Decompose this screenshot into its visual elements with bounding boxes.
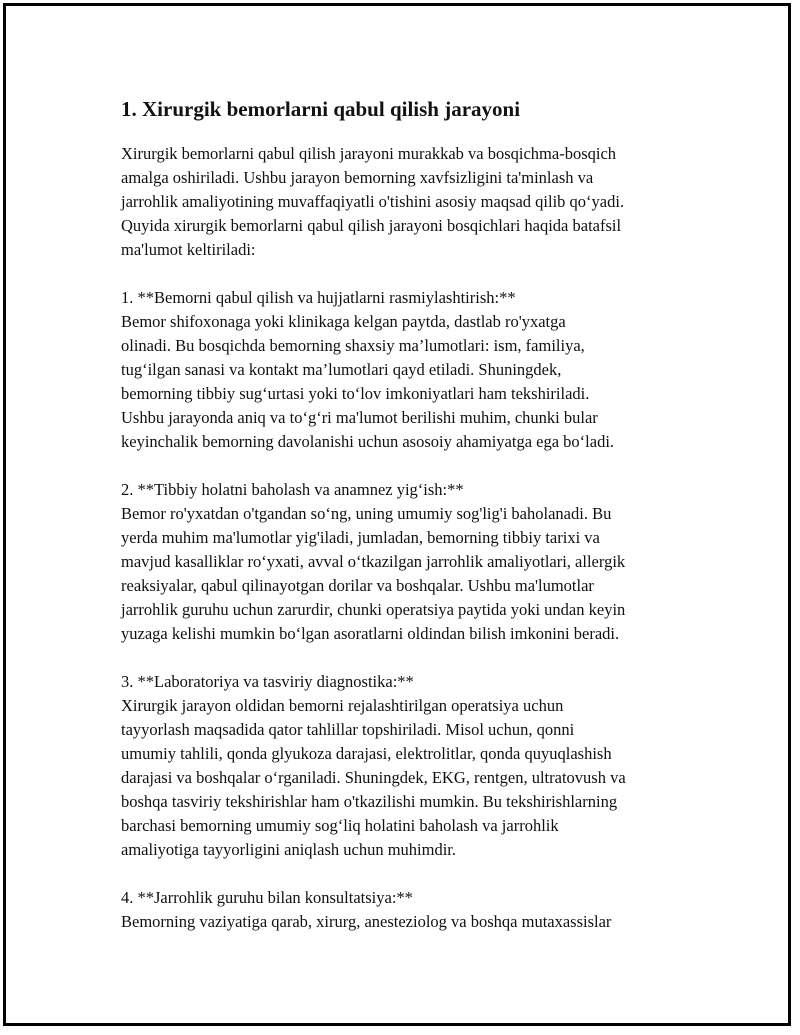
section-4 bbox=[121, 886, 691, 934]
section-body: Bemor ro'yxatdan o'tgandan so‘ng, uning umumiy sog'lig'i baholanadi. Bu yerda muhim ma'lumotlar yig'iladi, jumladan, bemorning tibbiy tarixi va mavjud kasalliklar ro‘yxati, avval o‘tkazilgan jarrohlik amaliyotlari, allergik reaksiyalar, qabul qilinayotgan dorilar va boshqalar. Ushbu ma'lumotlar jarrohlik guruhu uchun zarurdir, chunki operatsiya paytida yoki undan keyin yuzaga kelishi mumkin bo‘lgan asoratlarni oldindan bilish imkonini beradi. bbox=[121, 504, 626, 643]
section-3 bbox=[121, 670, 691, 862]
section-2 bbox=[121, 478, 691, 646]
section-title: 4. **Jarrohlik guruhu bilan konsultatsiya:** bbox=[121, 888, 413, 907]
section-title: 3. **Laboratoriya va tasviriy diagnostika:** bbox=[121, 672, 414, 691]
section-body: Bemor shifoxonaga yoki klinikaga kelgan paytda, dastlab ro'yxatga olinadi. Bu bosqichda bemorning shaxsiy ma’lumotlari: ism, familiya, tug‘ilgan sanasi va kontakt ma’lumotlari qayd etiladi. Shuningdek, bemorning tibbiy sug‘urtasi yoki to‘lov imkoniyatlari ham tekshiriladi. Ushbu jarayonda aniq va to‘g‘ri ma'lumot berilishi muhim, chunki bular keyinchalik bemorning davolanishi uchun asosoiy ahamiyatga ega bo‘ladi. bbox=[121, 312, 615, 451]
document-content bbox=[121, 96, 691, 934]
section-body: Xirurgik jarayon oldidan bemorni rejalashtirilgan operatsiya uchun tayyorlash maqsadida qator tahlillar topshiriladi. Misol uchun, qonni umumiy tahlili, qonda glyukoza darajasi, elektrolitlar, qonda quyuqlashish darajasi va boshqalar o‘rganiladi. Shuningdek, EKG, rentgen, ultratovush va boshqa tasviriy tekshirishlar ham o'tkazilishi mumkin. Bu tekshirishlarning barchasi bemorning umumiy sog‘liq holatini baholash va jarrohlik amaliyotiga tayyorligini aniqlash uchun muhimdir. bbox=[121, 696, 626, 859]
section-body: Bemorning vaziyatiga qarab, xirurg, anesteziolog va boshqa mutaxassislar bbox=[121, 912, 612, 931]
document-heading: 1. Xirurgik bemorlarni qabul qilish jarayoni bbox=[121, 97, 521, 121]
page-frame bbox=[3, 3, 791, 1026]
section-title: 1. **Bemorni qabul qilish va hujjatlarni rasmiylashtirish:** bbox=[121, 288, 516, 307]
intro-paragraph: Xirurgik bemorlarni qabul qilish jarayoni murakkab va bosqichma-bosqich amalga oshiriladi. Ushbu jarayon bemorning xavfsizligini ta'minlash va jarrohlik amaliyotining muvaffaqiyatli o'tishini asosiy maqsad qilib qo‘yadi. Quyida xirurgik bemorlarni qabul qilish jarayoni bosqichlari haqida batafsil ma'lumot keltiriladi: bbox=[121, 144, 625, 259]
section-1 bbox=[121, 286, 691, 454]
section-title: 2. **Tibbiy holatni baholash va anamnez yig‘ish:** bbox=[121, 480, 464, 499]
